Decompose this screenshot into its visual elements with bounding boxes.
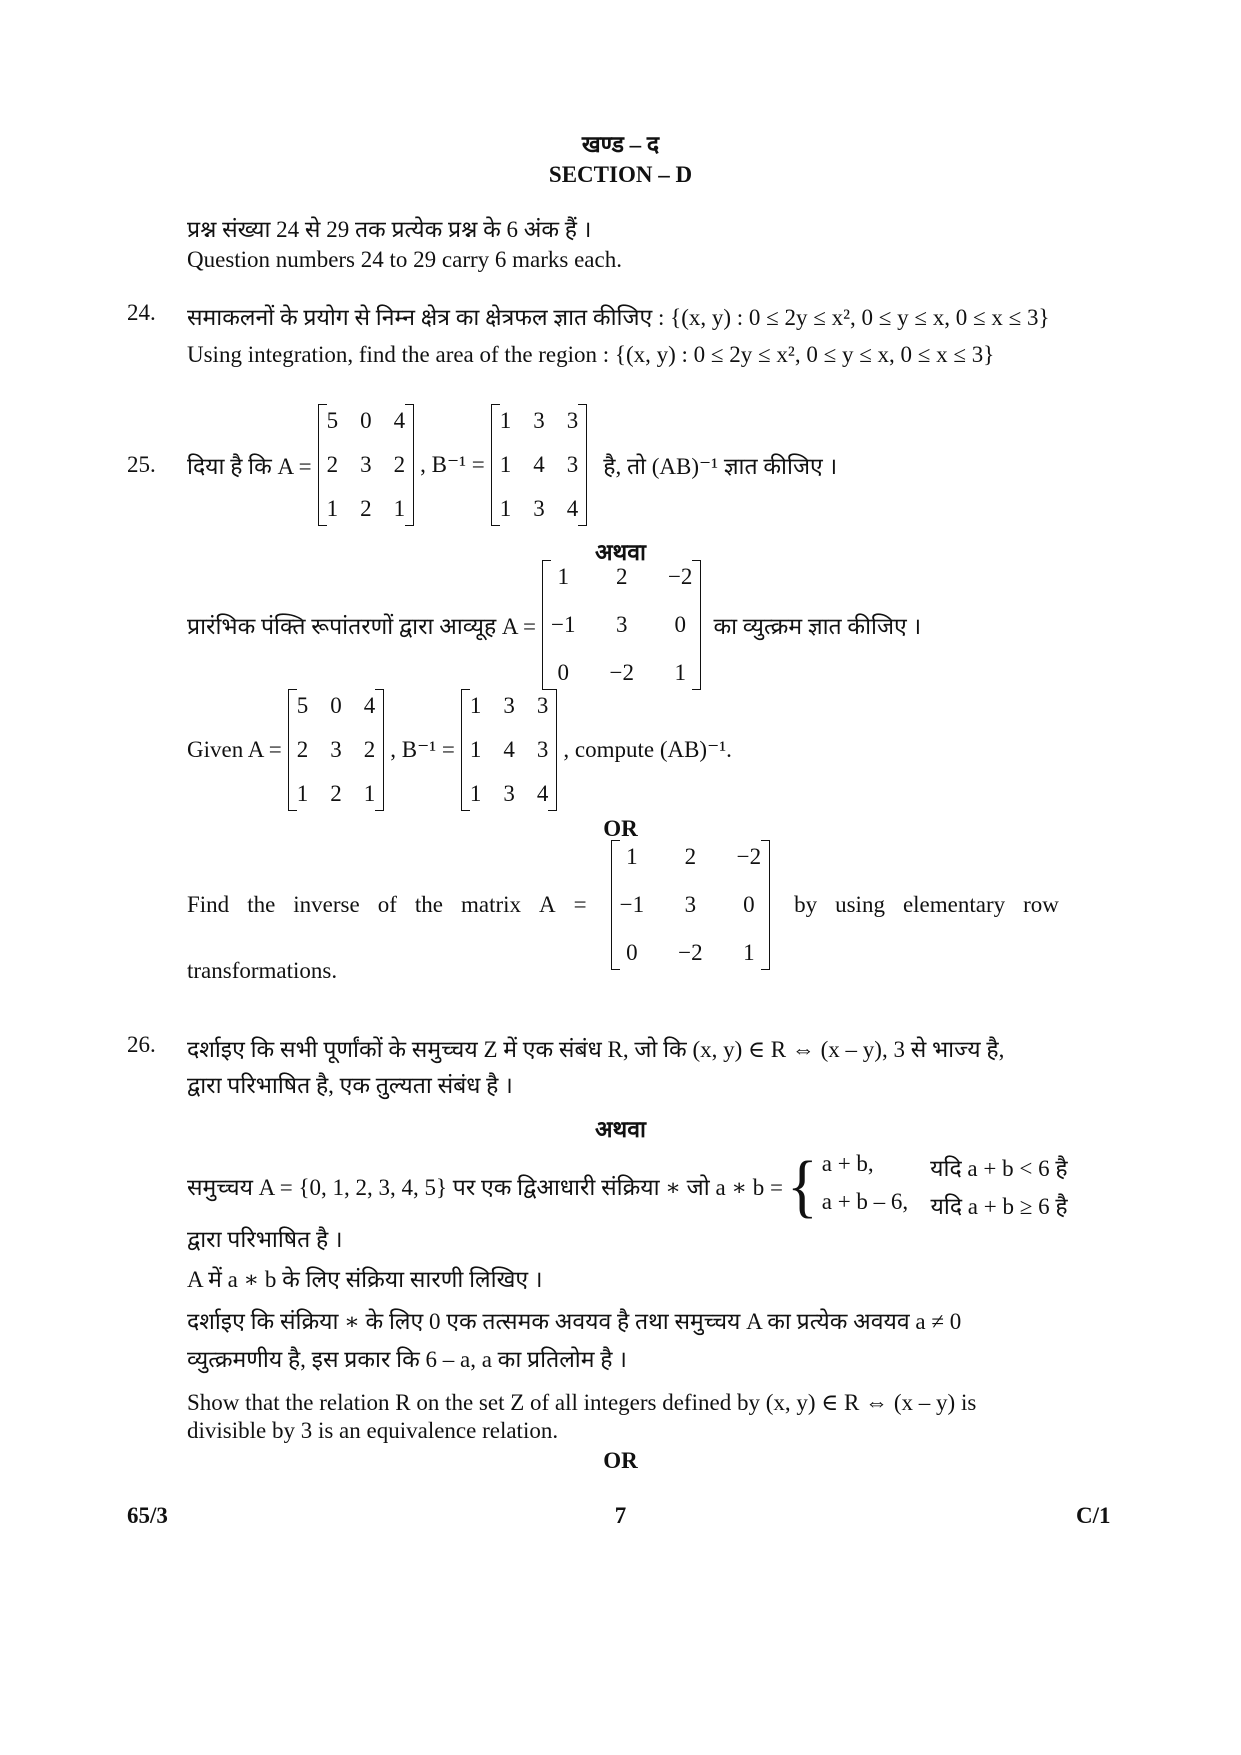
q26-operation-row: [187, 1148, 1068, 1224]
matrix-cell: −1: [619, 892, 645, 917]
matrix-cell: 1: [469, 781, 482, 806]
section-hindi-instruction: प्रश्न संख्या 24 से 29 तक प्रत्येक प्रश्न के 6 अंक हैं ।: [187, 217, 592, 242]
section-hindi-title: खण्ड – द: [581, 132, 660, 157]
q25-alt-english-w0: Find: [187, 892, 230, 917]
section-title: SECTION – D: [548, 162, 693, 187]
matrix-cell: 3: [503, 781, 515, 806]
q26-cases: [822, 1151, 1068, 1221]
matrix-cell: 4: [536, 781, 549, 806]
q25-alt-hindi-prefix: प्रारंभिक पंक्ति रूपांतरणों द्वारा आव्यूह A =: [187, 614, 536, 639]
matrix-cell: 5: [296, 693, 309, 718]
q25-alt-english-t3: row: [1023, 892, 1059, 917]
matrix-cell: 3: [360, 452, 372, 477]
q26-english-line2: divisible by 3 is an equivalence relation.: [187, 1418, 559, 1443]
q25-alt-english-t1: using: [835, 892, 885, 917]
matrix-cell: 1: [499, 452, 512, 477]
matrix-cell: 4: [503, 737, 515, 762]
matrix-cell: 0: [557, 660, 569, 685]
matrix-cell: 1: [499, 408, 512, 433]
matrix-cell: 1: [393, 496, 406, 521]
q26-case2-cond: यदि a + b ≥ 6 है: [930, 1194, 1068, 1219]
matrix-cell: 2: [326, 452, 339, 477]
question-26-number: 26.: [127, 1032, 156, 1057]
q25-alt-english-w3: of: [377, 892, 397, 917]
matrix-cell: 3: [536, 693, 549, 718]
matrix-cell: 5: [326, 408, 339, 433]
matrix-cell: −2: [678, 940, 703, 965]
footer-paper-code: 65/3: [127, 1503, 168, 1528]
matrix-cell: 2: [296, 737, 309, 762]
matrix-cell: 1: [743, 940, 755, 965]
matrix-cell: 4: [566, 496, 579, 521]
question-25-number: 25.: [127, 452, 156, 477]
matrix-cell: −2: [609, 660, 634, 685]
q26-hindi-line1: दर्शाइए कि सभी पूर्णांकों के समुच्चय Z में एक संबंध R, जो कि (x, y) ∈ R ⇔ (x – y), 3 से भाज्य है,: [187, 1037, 1005, 1062]
q25-alt-english-w1: the: [247, 892, 276, 917]
matrix-cell: 0: [626, 940, 638, 965]
section-instruction: Question numbers 24 to 29 carry 6 marks each.: [187, 247, 622, 272]
q25-alt-hindi-suffix: का व्युत्क्रम ज्ञात कीजिए ।: [713, 614, 922, 639]
matrix-cell: 3: [330, 737, 342, 762]
q26-or-hindi: अथवा: [594, 1117, 646, 1142]
q25-english-prefix: Given A =: [187, 737, 282, 762]
question-25-alt-english-row: [187, 844, 1059, 965]
q25-binv-label-english: , B⁻¹ =: [390, 737, 455, 762]
matrix-cell: 3: [615, 612, 628, 637]
question-24-english: Using integration, find the area of the region : {(x, y) : 0 ≤ 2y ≤ x², 0 ≤ y ≤ x, 0 ≤ x ≤ 3}: [187, 342, 995, 367]
matrix-cell: 0: [330, 693, 342, 718]
matrix-cell: −2: [667, 564, 693, 589]
q26-op-line3: A में a ∗ b के लिए संक्रिया सारणी लिखिए ।: [187, 1267, 543, 1292]
question-25-hindi-row: [187, 410, 837, 520]
matrix-cell: 3: [684, 892, 697, 917]
q26-or: OR: [603, 1448, 638, 1473]
matrix-cell: 3: [566, 452, 579, 477]
matrix-cell: 0: [674, 612, 686, 637]
matrix-cell: 1: [326, 496, 339, 521]
matrix-cell: 2: [684, 844, 697, 869]
matrix-cell: 1: [499, 496, 512, 521]
matrix-cell: 2: [330, 781, 342, 806]
question-24-number: 24.: [127, 300, 156, 325]
matrix-cell: 2: [363, 737, 376, 762]
matrix-cell: 2: [393, 452, 406, 477]
matrix-cell: 3: [533, 408, 545, 433]
matrix-cell: 3: [533, 496, 545, 521]
matrix-a-english: [288, 689, 385, 811]
matrix-alt-hindi: [542, 560, 701, 690]
q25-alt-english-end: transformations.: [187, 958, 338, 983]
q26-op-prefix: समुच्चय A = {0, 1, 2, 3, 4, 5} पर एक द्विआधारी संक्रिया ∗ जो a ∗ b =: [187, 1175, 784, 1200]
question-24-hindi: समाकलनों के प्रयोग से निम्न क्षेत्र का क्षेत्रफल ज्ञात कीजिए : {(x, y) : 0 ≤ 2y ≤ x², 0 ≤ y ≤ x, 0 ≤ x ≤ 3}: [187, 305, 1050, 330]
q25-or-hindi: अथवा: [594, 540, 646, 565]
q26-op-line5: व्युत्क्रमणीय है, इस प्रकार कि 6 – a, a का प्रतिलोम है ।: [187, 1347, 627, 1372]
q25-hindi-prefix: दिया है कि A =: [187, 454, 312, 479]
matrix-cell: 1: [296, 781, 309, 806]
footer-page-number: 7: [614, 1503, 627, 1528]
q25-alt-english-w7: =: [573, 892, 587, 917]
q26-piecewise: [783, 1146, 1068, 1225]
q25-hindi-suffix: है, तो (AB)⁻¹ ज्ञात कीजिए ।: [603, 454, 838, 479]
q26-english-line1: Show that the relation R on the set Z of all integers defined by (x, y) ∈ R ⇔ (x – y) is: [187, 1390, 977, 1415]
matrix-cell: 1: [363, 781, 376, 806]
q25-alt-english-t0: by: [794, 892, 818, 917]
matrix-cell: 0: [743, 892, 755, 917]
q25-alt-english-w2: inverse: [293, 892, 360, 917]
matrix-cell: 1: [469, 737, 482, 762]
question-25-alt-hindi-row: [187, 564, 922, 685]
matrix-cell: −1: [550, 612, 576, 637]
matrix-cell: 3: [536, 737, 549, 762]
matrix-cell: 2: [360, 496, 372, 521]
matrix-cell: 2: [615, 564, 628, 589]
matrix-cell: 3: [566, 408, 579, 433]
q26-hindi-line2: द्वारा परिभाषित है, एक तुल्यता संबंध है ।: [187, 1073, 513, 1098]
matrix-cell: 4: [393, 408, 406, 433]
q25-or: OR: [603, 816, 638, 841]
matrix-cell: −2: [736, 844, 762, 869]
matrix-cell: 1: [557, 564, 569, 589]
matrix-cell: 3: [503, 693, 515, 718]
q26-op-line4: दर्शाइए कि संक्रिया ∗ के लिए 0 एक तत्समक अवयव है तथा समुच्चय A का प्रत्येक अवयव a ≠ 0: [187, 1309, 962, 1334]
matrix-cell: 1: [469, 693, 482, 718]
matrix-cell: 0: [360, 408, 372, 433]
q25-alt-english-w5: matrix: [461, 892, 522, 917]
matrix-binv-hindi: [491, 404, 588, 526]
matrix-binv-english: [461, 689, 558, 811]
q26-case1-expr: a + b,: [821, 1151, 874, 1176]
q25-alt-english-w4: the: [414, 892, 443, 917]
q25-alt-english-w6: A: [539, 892, 556, 917]
question-25-english-row: [187, 695, 732, 805]
matrix-alt-english: [611, 840, 770, 970]
q26-case2-expr: a + b – 6,: [821, 1189, 909, 1214]
q25-english-suffix: , compute (AB)⁻¹.: [563, 737, 732, 762]
left-brace-icon: {: [787, 1146, 818, 1225]
q26-case1-cond: यदि a + b < 6 है: [930, 1156, 1068, 1181]
matrix-a-hindi: [318, 404, 415, 526]
footer-set-code: C/1: [1076, 1503, 1111, 1528]
matrix-cell: 4: [363, 693, 376, 718]
q25-binv-label-hindi: , B⁻¹ =: [420, 452, 485, 477]
matrix-cell: 4: [533, 452, 545, 477]
matrix-cell: 1: [626, 844, 638, 869]
q25-alt-english-t2: elementary: [902, 892, 1006, 917]
matrix-cell: 1: [674, 660, 686, 685]
q26-op-line2: द्वारा परिभाषित है ।: [187, 1227, 343, 1252]
